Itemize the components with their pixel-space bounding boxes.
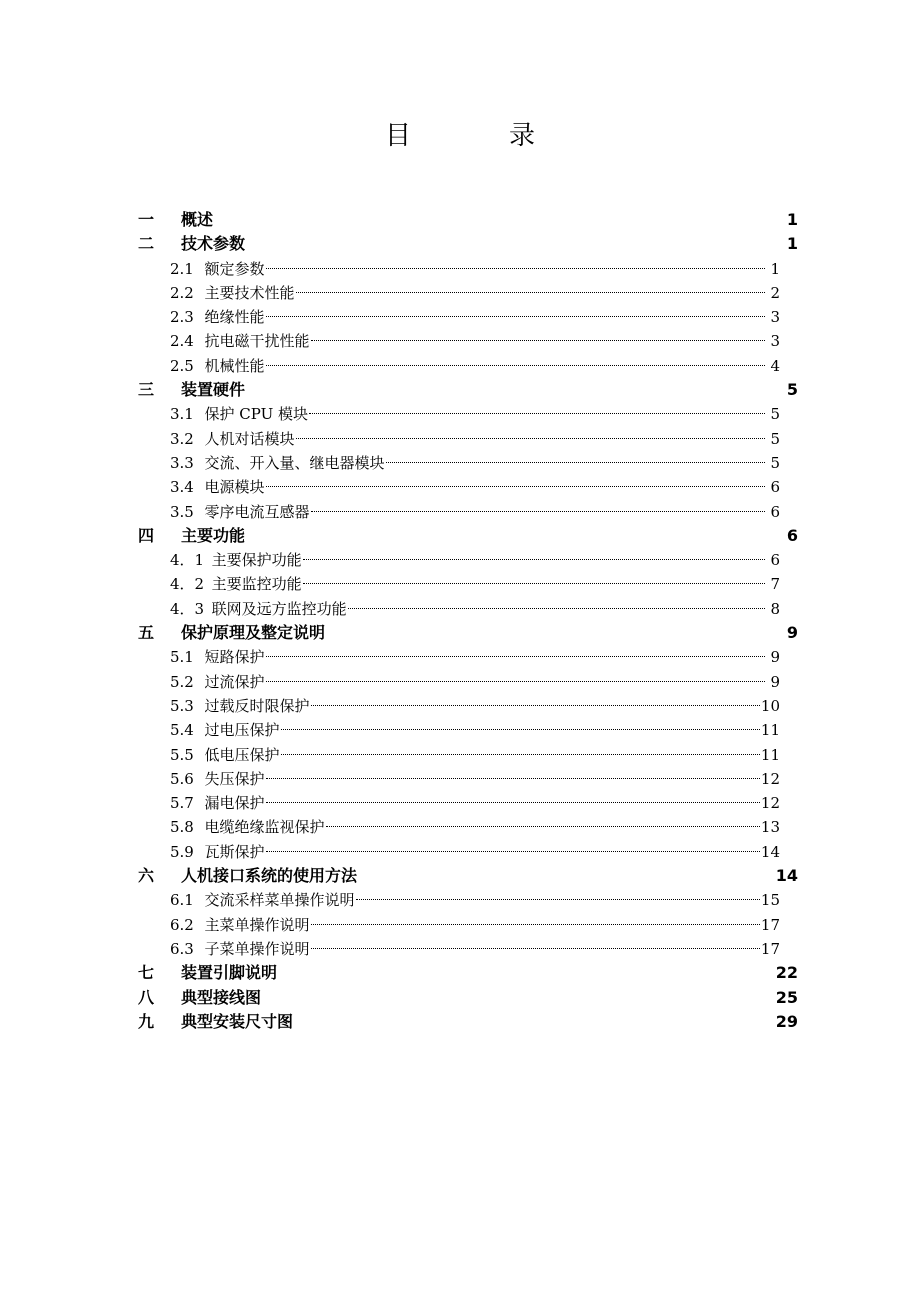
- toc-entry-number: 5.4: [170, 721, 194, 740]
- toc-page-number: 13: [760, 818, 780, 837]
- toc-entry-title: 主菜单操作说明: [204, 915, 310, 934]
- toc-number-spacer: [197, 332, 205, 350]
- toc-dot-leader: [266, 365, 765, 366]
- toc-entry-label: [170, 815, 325, 839]
- toc-number-spacer: [197, 940, 205, 958]
- toc-page-number: 5: [770, 429, 780, 448]
- toc-entry-number: 3.2: [170, 429, 194, 448]
- toc-number-spacer: [197, 770, 205, 788]
- toc-entry-number: 6.2: [170, 915, 194, 934]
- toc-page-number: 8: [770, 599, 780, 618]
- toc-dot-leader: [266, 486, 765, 487]
- toc-entry-label: [170, 329, 310, 353]
- toc-page-number: 2: [770, 283, 780, 302]
- toc-dot-leader: [348, 608, 765, 609]
- toc-entry-title: 绝缘性能: [204, 308, 265, 327]
- toc-dot-leader: [309, 413, 765, 414]
- toc-section-row[interactable]: [138, 257, 798, 281]
- toc-entry-number: 2.2: [170, 283, 194, 302]
- toc-section-row[interactable]: [138, 694, 798, 718]
- toc-entry-number: 三: [138, 380, 155, 400]
- toc-dot-leader: [311, 340, 765, 341]
- toc-entry-title: 人机接口系统的使用方法: [181, 866, 358, 886]
- toc-entry-label: [138, 378, 245, 402]
- toc-entry-title: 电源模块: [204, 478, 265, 497]
- toc-section-row[interactable]: [138, 305, 798, 329]
- toc-entry-title: 典型接线图: [181, 987, 262, 1007]
- toc-dot-leader: [266, 681, 765, 682]
- toc-entry-label: [170, 694, 310, 718]
- toc-entry-number: 5.1: [170, 648, 194, 667]
- toc-entry-title: 交流采样菜单操作说明: [204, 891, 355, 910]
- toc-dot-leader: [311, 705, 760, 706]
- toc-number-spacer: [197, 478, 205, 496]
- toc-entry-title: 技术参数: [181, 234, 246, 254]
- toc-section-row[interactable]: [138, 451, 798, 475]
- toc-number-spacer: [165, 210, 181, 229]
- toc-entry-number: 5.2: [170, 672, 194, 691]
- toc-number-spacer: [197, 818, 205, 836]
- toc-dot-leader: [303, 559, 765, 560]
- toc-entry-number: 六: [138, 866, 155, 886]
- toc-entry-number: 2.1: [170, 259, 194, 278]
- toc-number-spacer: [197, 260, 205, 278]
- toc-page-number: 5: [770, 453, 780, 472]
- toc-entry-label: [170, 718, 280, 742]
- toc-page-number: 6: [770, 478, 780, 497]
- toc-entry-number: 九: [138, 1011, 155, 1031]
- toc-page-number: 11: [760, 745, 780, 764]
- toc-entry-label: [138, 961, 277, 985]
- toc-entry-number: 一: [138, 210, 155, 229]
- toc-entry-title: 零序电流互感器: [204, 502, 310, 521]
- toc-dot-leader: [266, 268, 765, 269]
- toc-entry-label: [170, 937, 310, 961]
- toc-section-row[interactable]: [138, 937, 798, 961]
- toc-entry-title: 保护原理及整定说明: [181, 623, 326, 643]
- toc-entry-title: 人机对话模块: [204, 429, 295, 448]
- toc-section-row[interactable]: [138, 402, 798, 426]
- toc-chapter-row[interactable]: [138, 378, 798, 402]
- toc-section-row[interactable]: [138, 281, 798, 305]
- toc-page-number: 12: [760, 794, 780, 813]
- toc-entry-label: [138, 621, 325, 645]
- toc-number-spacer: [197, 503, 205, 521]
- toc-section-row[interactable]: [138, 354, 798, 378]
- toc-number-spacer: [204, 575, 212, 593]
- toc-dot-leader: [303, 583, 765, 584]
- toc-entry-number: 5.6: [170, 769, 194, 788]
- toc-dot-leader: [296, 292, 765, 293]
- toc-dot-leader: [281, 729, 760, 730]
- toc-entry-label: [170, 913, 310, 937]
- toc-entry-title: 抗电磁干扰性能: [204, 332, 310, 351]
- toc-entry-number: 2.4: [170, 332, 194, 351]
- toc-section-row[interactable]: [138, 329, 798, 353]
- toc-number-spacer: [165, 234, 181, 253]
- toc-dot-leader: [386, 462, 765, 463]
- toc-page-number: 5: [770, 405, 780, 424]
- toc-entry-number: 5.8: [170, 818, 194, 837]
- toc-entry-label: [170, 791, 265, 815]
- toc-entry-title: 短路保护: [204, 648, 265, 667]
- toc-entry-label: [170, 572, 302, 596]
- toc-chapter-row[interactable]: [138, 208, 798, 232]
- toc-dot-leader: [266, 316, 765, 317]
- toc-entry-title: 装置引脚说明: [181, 963, 278, 983]
- toc-entry-number: 5.3: [170, 696, 194, 715]
- toc-entry-number: 4．3: [170, 599, 205, 618]
- toc-entry-number: 八: [138, 987, 155, 1007]
- toc-entry-title: 主要监控功能: [211, 575, 302, 594]
- toc-section-row[interactable]: [138, 427, 798, 451]
- toc-entry-label: [170, 500, 310, 524]
- toc-entry-label: [170, 840, 265, 864]
- toc-entry-title: 机械性能: [204, 356, 265, 375]
- toc-entry-title: 失压保护: [204, 769, 265, 788]
- toc-section-row[interactable]: [138, 743, 798, 767]
- toc-number-spacer: [197, 430, 205, 448]
- toc-chapter-row[interactable]: [138, 621, 798, 645]
- toc-entry-label: [170, 475, 265, 499]
- toc-chapter-row[interactable]: [138, 524, 798, 548]
- toc-entry-label: [138, 864, 357, 888]
- toc-entry-title: 过电压保护: [204, 721, 280, 740]
- toc-entry-title: 保护 CPU 模块: [204, 405, 308, 424]
- toc-section-row[interactable]: [138, 500, 798, 524]
- toc-number-spacer: [197, 648, 205, 666]
- toc-page-number: 3: [770, 332, 780, 351]
- toc-entry-number: 6.1: [170, 891, 194, 910]
- toc-entry-number: 七: [138, 963, 155, 983]
- toc-entry-number: 5.9: [170, 842, 194, 861]
- toc-page-number: 6: [786, 525, 798, 545]
- toc-dot-leader: [266, 778, 760, 779]
- toc-page-number: 9: [770, 648, 780, 667]
- toc-number-spacer: [197, 284, 205, 302]
- toc-number-spacer: [165, 988, 181, 1007]
- toc-page-number: 12: [760, 769, 780, 788]
- toc-dot-leader: [266, 851, 760, 852]
- toc-number-spacer: [204, 551, 212, 569]
- toc-page-number: 1: [786, 234, 798, 254]
- toc-entry-label: [170, 645, 265, 669]
- toc-dot-leader: [281, 754, 760, 755]
- toc-number-spacer: [197, 916, 205, 934]
- toc-section-row[interactable]: [138, 645, 798, 669]
- toc-page-number: 14: [760, 842, 780, 861]
- toc-entry-number: 3.5: [170, 502, 194, 521]
- toc-entry-label: [138, 232, 245, 256]
- toc-page-number: 25: [775, 987, 798, 1007]
- toc-number-spacer: [197, 405, 205, 423]
- toc-page-number: 1: [786, 210, 798, 229]
- toc-entry-number: 2.5: [170, 356, 194, 375]
- toc-page-number: 3: [770, 308, 780, 327]
- toc-entry-title: 子菜单操作说明: [204, 939, 310, 958]
- toc-page-number: 22: [775, 963, 798, 983]
- toc-entry-number: 4．1: [170, 551, 205, 570]
- toc-entry-label: [170, 888, 355, 912]
- toc-entry-label: [138, 986, 261, 1010]
- toc-entry-label: [170, 670, 265, 694]
- toc-page-number: 14: [775, 866, 798, 886]
- toc-entry-label: [170, 451, 385, 475]
- toc-number-spacer: [204, 600, 212, 618]
- toc-section-row[interactable]: [138, 475, 798, 499]
- toc-entry-label: [138, 524, 245, 548]
- toc-page-number: 1: [770, 259, 780, 278]
- toc-page-number: 10: [760, 696, 780, 715]
- toc-entry-label: [138, 1010, 293, 1034]
- toc-section-row[interactable]: [138, 791, 798, 815]
- toc-entry-label: [170, 767, 265, 791]
- toc-number-spacer: [197, 891, 205, 909]
- toc-number-spacer: [165, 1012, 181, 1031]
- toc-chapter-row[interactable]: [138, 1010, 798, 1034]
- toc-number-spacer: [197, 673, 205, 691]
- toc-dot-leader: [311, 924, 760, 925]
- toc-entry-number: 6.3: [170, 939, 194, 958]
- toc-chapter-row[interactable]: [138, 232, 798, 256]
- toc-section-row[interactable]: [138, 572, 798, 596]
- toc-entry-label: [170, 427, 295, 451]
- toc-section-row[interactable]: [138, 767, 798, 791]
- toc-entry-label: [170, 305, 265, 329]
- toc-section-row[interactable]: [138, 888, 798, 912]
- toc-entry-number: 二: [138, 234, 155, 254]
- toc-section-row[interactable]: [138, 718, 798, 742]
- toc-entry-title: 概述: [181, 210, 214, 229]
- toc-page-number: 4: [770, 356, 780, 375]
- toc-number-spacer: [197, 794, 205, 812]
- toc-entry-label: [170, 743, 280, 767]
- toc-entry-label: [138, 208, 213, 232]
- toc-dot-leader: [266, 656, 765, 657]
- toc-entry-title: 过流保护: [204, 672, 265, 691]
- toc-number-spacer: [197, 308, 205, 326]
- toc-entry-number: 五: [138, 623, 155, 643]
- toc-entry-title: 过载反时限保护: [204, 696, 310, 715]
- toc-entry-label: [170, 257, 265, 281]
- toc-entry-title: 主要保护功能: [211, 551, 302, 570]
- toc-entry-number: 5.5: [170, 745, 194, 764]
- toc-page-number: 9: [770, 672, 780, 691]
- toc-number-spacer: [197, 843, 205, 861]
- toc-number-spacer: [165, 380, 181, 399]
- toc-number-spacer: [197, 454, 205, 472]
- toc-entry-title: 典型安装尺寸图: [181, 1011, 294, 1031]
- toc-dot-leader: [296, 438, 765, 439]
- toc-page-number: 9: [786, 623, 798, 643]
- toc-entry-title: 主要技术性能: [204, 283, 295, 302]
- toc-page-number: 17: [760, 939, 780, 958]
- toc-number-spacer: [197, 721, 205, 739]
- toc-entry-title: 漏电保护: [204, 794, 265, 813]
- toc-number-spacer: [197, 746, 205, 764]
- toc-chapter-row[interactable]: [138, 986, 798, 1010]
- table-of-contents: [138, 208, 798, 1034]
- toc-section-row[interactable]: [138, 840, 798, 864]
- toc-page-number: 17: [760, 915, 780, 934]
- toc-page-number: 11: [760, 721, 780, 740]
- toc-page-number: 6: [770, 502, 780, 521]
- toc-number-spacer: [165, 526, 181, 545]
- toc-dot-leader: [326, 826, 760, 827]
- toc-entry-title: 瓦斯保护: [204, 842, 265, 861]
- toc-entry-number: 3.3: [170, 453, 194, 472]
- toc-number-spacer: [197, 357, 205, 375]
- toc-page-number: 29: [775, 1011, 798, 1031]
- toc-entry-number: 2.3: [170, 308, 194, 327]
- toc-entry-title: 低电压保护: [204, 745, 280, 764]
- toc-dot-leader: [311, 948, 760, 949]
- page-title: 目 录: [384, 121, 571, 151]
- toc-number-spacer: [197, 697, 205, 715]
- toc-page-number: 7: [770, 575, 780, 594]
- toc-entry-number: 3.1: [170, 405, 194, 424]
- toc-entry-label: [170, 548, 302, 572]
- toc-entry-title: 电缆绝缘监视保护: [204, 818, 325, 837]
- toc-entry-title: 额定参数: [204, 259, 265, 278]
- toc-dot-leader: [266, 802, 760, 803]
- toc-entry-label: [170, 281, 295, 305]
- toc-entry-number: 四: [138, 525, 155, 545]
- toc-entry-title: 交流、开入量、继电器模块: [204, 453, 385, 472]
- toc-dot-leader: [311, 511, 765, 512]
- toc-section-row[interactable]: [138, 597, 798, 621]
- toc-number-spacer: [165, 963, 181, 982]
- toc-section-row[interactable]: [138, 815, 798, 839]
- toc-entry-title: 装置硬件: [181, 380, 246, 400]
- toc-chapter-row[interactable]: [138, 961, 798, 985]
- toc-section-row[interactable]: [138, 548, 798, 572]
- toc-entry-label: [170, 354, 265, 378]
- toc-page-number: 6: [770, 551, 780, 570]
- toc-entry-label: [170, 402, 308, 426]
- toc-dot-leader: [356, 899, 760, 900]
- toc-section-row[interactable]: [138, 670, 798, 694]
- toc-section-row[interactable]: [138, 913, 798, 937]
- toc-number-spacer: [165, 623, 181, 642]
- toc-chapter-row[interactable]: [138, 864, 798, 888]
- toc-entry-number: 4．2: [170, 575, 205, 594]
- toc-page-number: 5: [786, 380, 798, 400]
- toc-entry-title: 联网及远方监控功能: [211, 599, 347, 618]
- toc-number-spacer: [165, 866, 181, 885]
- toc-entry-label: [170, 597, 347, 621]
- toc-entry-number: 3.4: [170, 478, 194, 497]
- toc-entry-title: 主要功能: [181, 525, 246, 545]
- toc-page-number: 15: [760, 891, 780, 910]
- toc-entry-number: 5.7: [170, 794, 194, 813]
